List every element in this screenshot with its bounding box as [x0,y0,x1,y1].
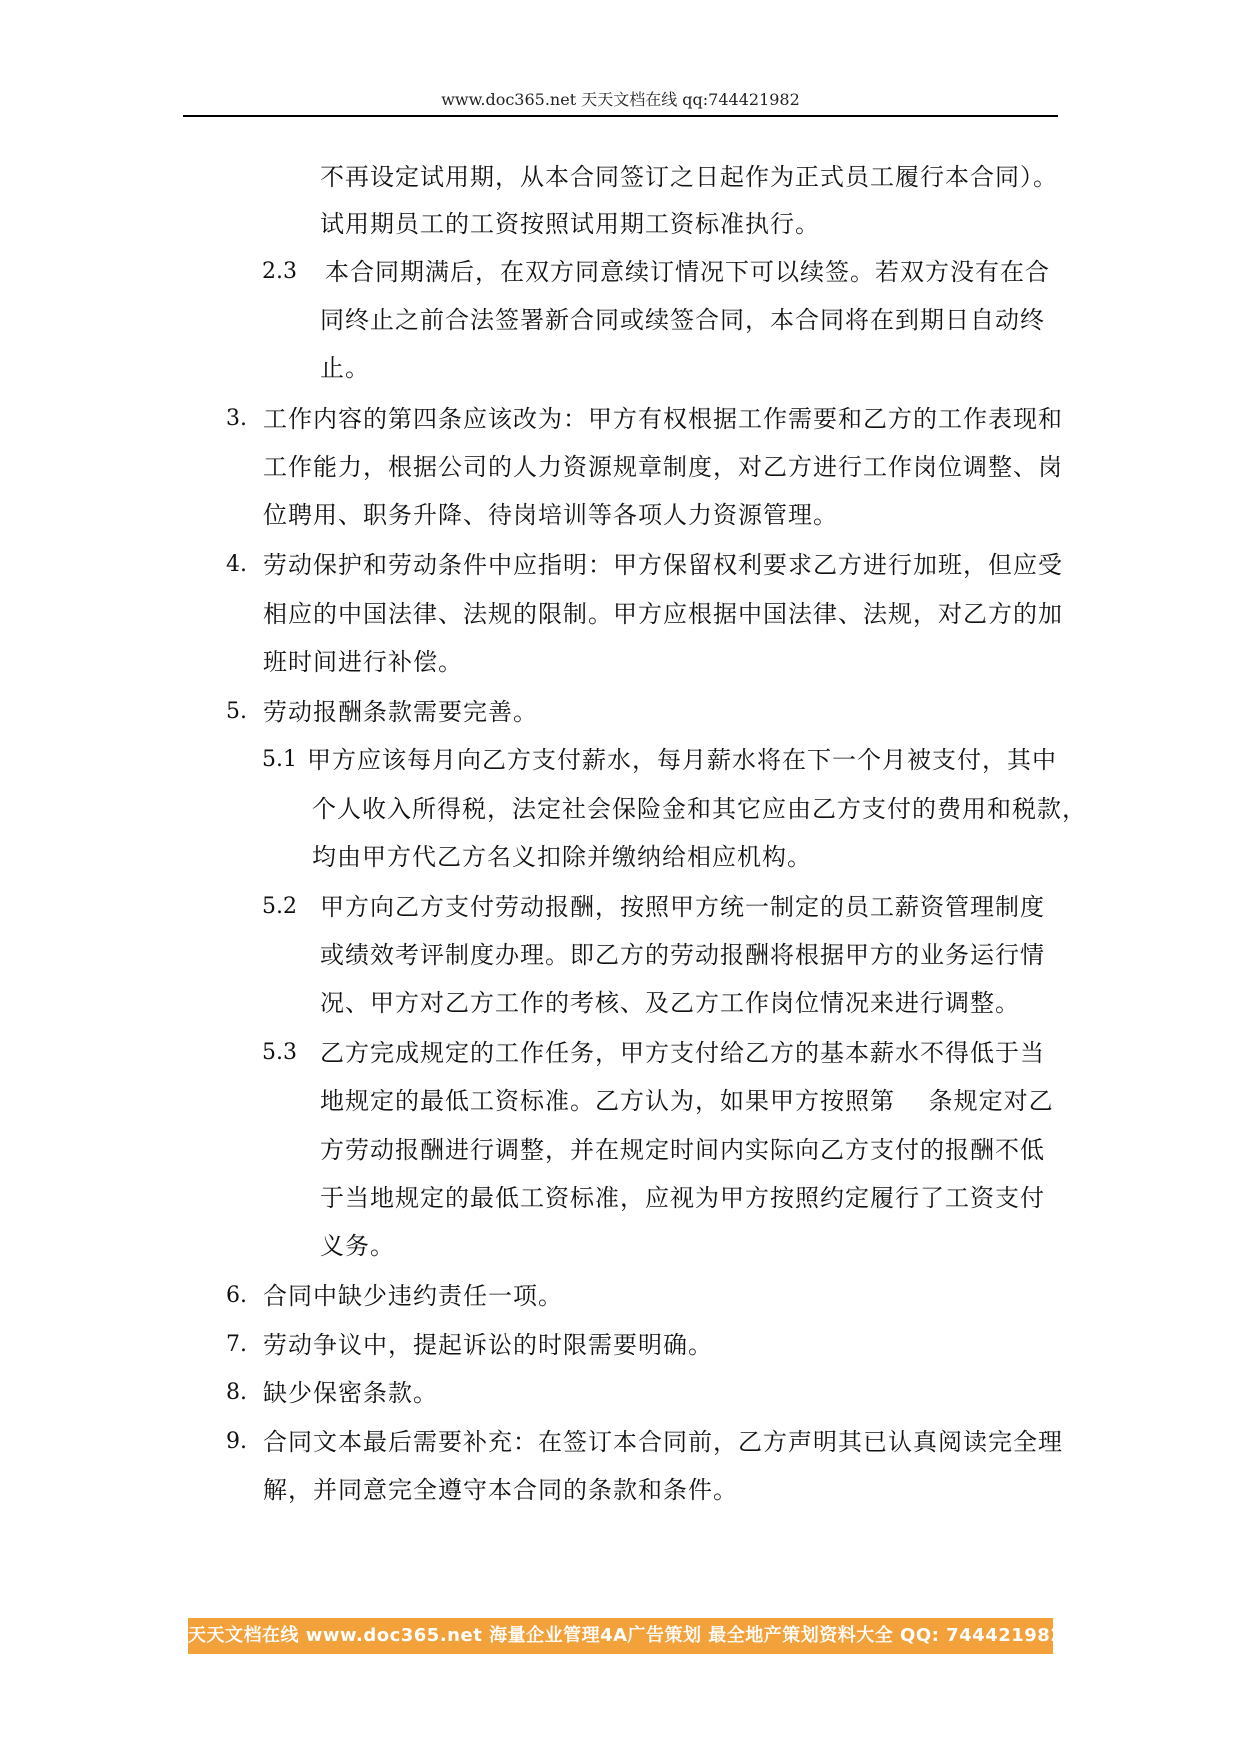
text-line: 劳动争议中，提起诉讼的时限需要明确。 [263,1331,713,1359]
clause-number: 7. [226,1332,247,1357]
text-line: 本合同期满后，在双方同意续订情况下可以续签。若双方没有在合 [325,258,1050,286]
text-line: 合同中缺少违约责任一项。 [263,1282,563,1310]
clause-number: 5.1 [262,747,297,772]
text-line: 工作内容的第四条应该改为：甲方有权根据工作需要和乙方的工作表现和 [263,405,1063,433]
page-header: www.doc365.net 天天文档在线 qq:744421982 [441,90,800,109]
text-line: 工作能力，根据公司的人力资源规章制度，对乙方进行工作岗位调整、岗 [263,453,1063,481]
text-line: 乙方完成规定的工作任务，甲方支付给乙方的基本薪水不得低于当 [320,1039,1045,1067]
clause-number: 4. [226,552,247,577]
clause-number: 9. [226,1429,247,1454]
text-line: 于当地规定的最低工资标准，应视为甲方按照约定履行了工资支付 [320,1184,1045,1212]
text-line: 班时间进行补偿。 [263,648,463,676]
clause-number: 6. [226,1283,247,1308]
text-line: 不再设定试用期，从本合同签订之日起作为正式员工履行本合同）。 [320,163,1058,191]
text-line: 方劳动报酬进行调整，并在规定时间内实际向乙方支付的报酬不低 [320,1136,1045,1164]
clause-number: 3. [226,406,247,431]
text-line: 劳动保护和劳动条件中应指明：甲方保留权利要求乙方进行加班，但应受 [263,551,1063,579]
text-line: 况、甲方对乙方工作的考核、及乙方工作岗位情况来进行调整。 [320,989,1020,1017]
text-line: 止。 [320,354,370,382]
header-divider [183,115,1058,117]
text-line: 相应的中国法律、法规的限制。甲方应根据中国法律、法规，对乙方的加 [263,600,1063,628]
text-line: 位聘用、职务升降、待岗培训等各项人力资源管理。 [263,501,838,529]
clause-number: 5.3 [262,1040,297,1065]
text-line: 地规定的最低工资标准。乙方认为，如果甲方按照第 条规定对乙 [320,1087,1054,1115]
clause-number: 8. [226,1380,247,1405]
text-line: 均由甲方代乙方名义扣除并缴纳给相应机构。 [312,843,812,871]
text-line: 甲方向乙方支付劳动报酬，按照甲方统一制定的员工薪资管理制度 [320,893,1045,921]
text-line: 缺少保密条款。 [263,1379,438,1407]
clause-number: 5. [226,699,247,724]
text-line: 甲方应该每月向乙方支付薪水，每月薪水将在下一个月被支付，其中 [307,746,1057,774]
clause-number: 5.2 [262,894,297,919]
text-line: 同终止之前合法签署新合同或续签合同，本合同将在到期日自动终 [320,306,1045,334]
text-line: 个人收入所得税，法定社会保险金和其它应由乙方支付的费用和税款， [312,795,1087,823]
text-line: 劳动报酬条款需要完善。 [263,698,538,726]
clause-number: 2.3 [262,259,297,284]
footer-banner[interactable]: 天天文档在线 www.doc365.net 海量企业管理4A广告策划 最全地产策划资料大全 QQ: 744421982 [188,1618,1053,1654]
text-line: 试用期员工的工资按照试用期工资标准执行。 [320,210,820,238]
text-line: 义务。 [320,1232,395,1260]
text-line: 或绩效考评制度办理。即乙方的劳动报酬将根据甲方的业务运行情 [320,941,1045,969]
text-line: 合同文本最后需要补充：在签订本合同前，乙方声明其已认真阅读完全理 [263,1428,1063,1456]
text-line: 解，并同意完全遵守本合同的条款和条件。 [263,1476,738,1504]
